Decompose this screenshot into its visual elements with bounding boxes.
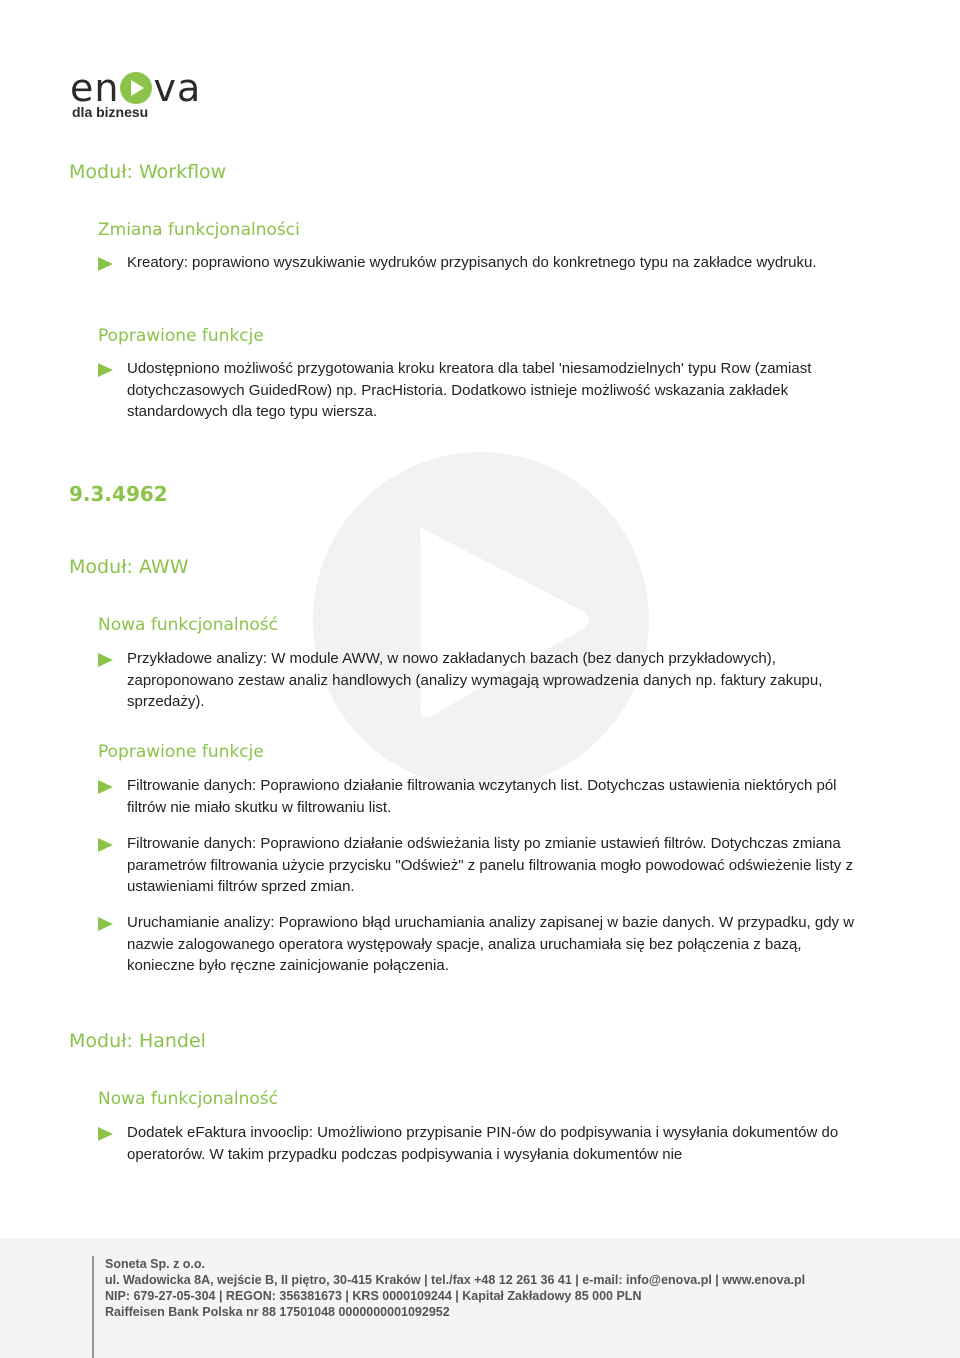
module-title-aww: Moduł: AWW [69,556,189,578]
play-icon [119,71,153,105]
footer-company: Soneta Sp. z o.o. [105,1257,206,1271]
list-item: Filtrowanie danych: Poprawiono działanie filtrowania wczytanych list. Dotychczas ustawienia niektórych pól filtrów nie miało skutku w filtrowaniu list. [98,775,868,818]
arrow-bullet-icon [98,363,113,377]
logo-tagline: dla biznesu [72,104,149,120]
arrow-bullet-icon [98,780,113,794]
arrow-bullet-icon [98,917,113,931]
list-item: Kreatory: poprawiono wyszukiwanie wydruków przypisanych do konkretnego typu na zakładce wydruku. [98,252,868,274]
enova-logo [70,68,215,124]
list-item: Filtrowanie danych: Poprawiono działanie odświeżania listy po zmianie ustawień filtrów. Dotychczas zmiana parametrów filtrowania użycie przycisku "Odśwież" z panelu filtrowania mogło powodować odświeżenie listy z ustawieniami filtrów sprzed zmian. [98,833,868,898]
footer-address: ul. Wadowicka 8A, wejście B, II piętro, 30-415 Kraków | tel./fax +48 12 261 36 41 | e-mail: info@enova.pl | www.enova.pl [105,1273,806,1287]
arrow-bullet-icon [98,653,113,667]
section-heading-change: Zmiana funkcjonalności [98,220,300,240]
module-title-handel: Moduł: Handel [69,1030,206,1052]
section-heading-fixed: Poprawione funkcje [98,742,264,762]
section-heading-fixed: Poprawione funkcje [98,326,264,346]
list-item: Udostępniono możliwość przygotowania kroku kreatora dla tabel 'niesamodzielnych' typu Row (zamiast dotychczasowych GuidedRow) np. PracHistoria. Dodatkowo istnieje możliwość wskazania zakładek standardowych dla tego typu wiersza. [98,358,868,423]
section-heading-new: Nowa funkcjonalność [98,1089,278,1109]
list-item: Uruchamianie analizy: Poprawiono błąd uruchamiania analizy zapisanej w bazie danych. W przypadku, gdy w nazwie zalogowanego operatora występowały spacje, analiza uruchamiała się bez połączenia z bazą, konieczne było ręczne zainicjowanie połączenia. [98,912,868,977]
footer-divider [92,1256,94,1358]
play-watermark-icon [313,452,649,788]
list-item: Przykładowe analizy: W module AWW, w nowo zakładanych bazach (bez danych przykładowych), zaproponowano zestaw analiz handlowych (analizy wymagają wprowadzenia danych np. faktury zakupu, sprzedaży). [98,648,868,713]
arrow-bullet-icon [98,257,113,271]
arrow-bullet-icon [98,838,113,852]
version-number: 9.3.4962 [69,482,168,506]
logo-wordmark: en va [70,66,202,110]
list-item: Dodatek eFaktura invooclip: Umożliwiono przypisanie PIN-ów do podpisywania i wysyłania dokumentów do operatorów. W takim przypadku podczas podpisywania i wysyłania dokumentów nie [98,1122,868,1165]
footer-registry: NIP: 679-27-05-304 | REGON: 356381673 | KRS 0000109244 | Kapitał Zakładowy 85 000 PLN [105,1289,642,1303]
module-title-workflow: Moduł: Workflow [69,161,227,183]
arrow-bullet-icon [98,1127,113,1141]
footer-bank: Raiffeisen Bank Polska nr 88 17501048 0000000001092952 [105,1305,450,1319]
section-heading-new: Nowa funkcjonalność [98,615,278,635]
